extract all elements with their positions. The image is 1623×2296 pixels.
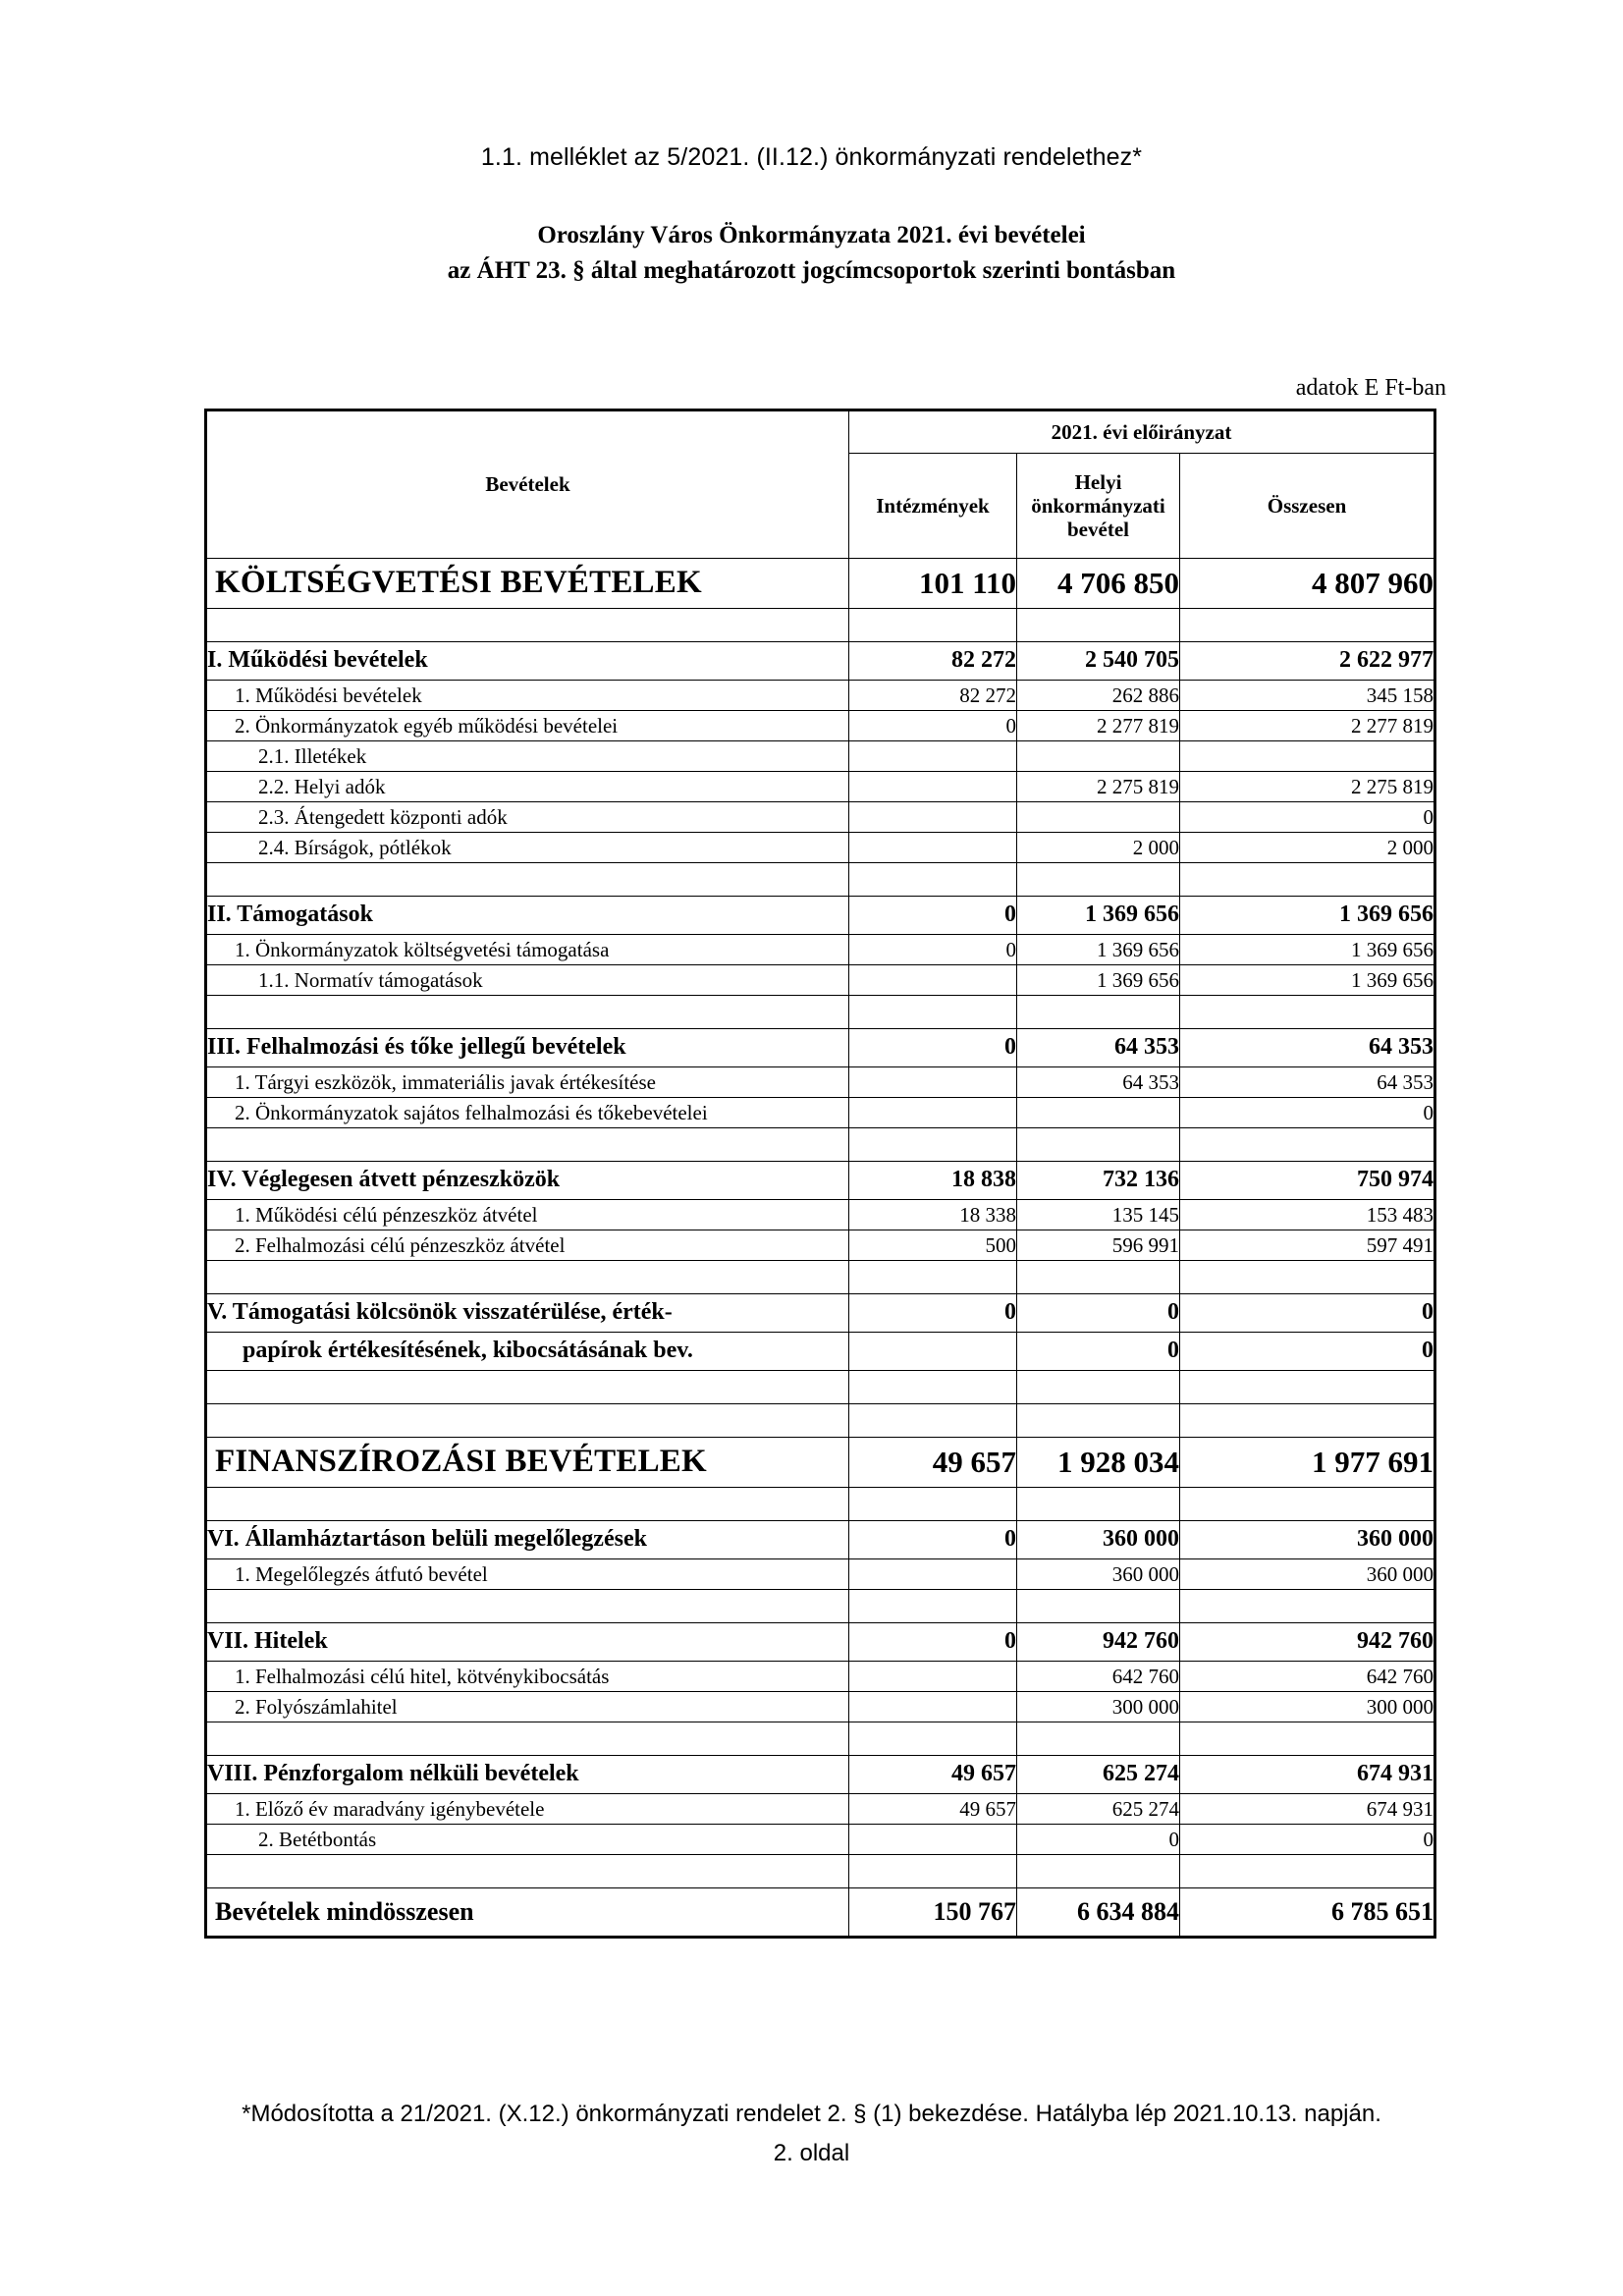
cell-total: 750 974 — [1180, 1162, 1435, 1200]
page-number: 2. oldal — [773, 2140, 850, 2166]
cell-total — [1180, 1371, 1435, 1404]
table-row — [206, 559, 1435, 609]
cell-local-government: 2 540 705 — [1017, 642, 1180, 681]
row-label — [206, 1404, 849, 1438]
row-label: FINANSZÍROZÁSI BEVÉTELEK — [206, 1438, 849, 1488]
cell-total: 2 622 977 — [1180, 642, 1435, 681]
cell-local-government: 0 — [1017, 1825, 1180, 1855]
row-label: 1. Működési bevételek — [206, 681, 849, 711]
row-label: IV. Véglegesen átvett pénzeszközök — [206, 1162, 849, 1200]
cell-local-government: 4 706 850 — [1017, 559, 1180, 609]
table-row — [206, 1333, 1435, 1371]
cell-local-government — [1017, 1404, 1180, 1438]
table-row — [206, 1825, 1435, 1855]
table-row — [206, 1371, 1435, 1404]
row-label: VII. Hitelek — [206, 1623, 849, 1662]
row-label: VI. Államháztartáson belüli megelőlegzések — [206, 1521, 849, 1559]
cell-institutions — [849, 1662, 1017, 1692]
table-row — [206, 1067, 1435, 1098]
cell-institutions: 0 — [849, 1029, 1017, 1067]
row-label: papírok értékesítésének, kibocsátásának bev. — [206, 1333, 849, 1371]
cell-institutions — [849, 1333, 1017, 1371]
cell-local-government: 0 — [1017, 1294, 1180, 1333]
cell-local-government: 0 — [1017, 1333, 1180, 1371]
cell-institutions — [849, 965, 1017, 996]
row-label: I. Működési bevételek — [206, 642, 849, 681]
row-label: VIII. Pénzforgalom nélküli bevételek — [206, 1756, 849, 1794]
cell-total: 64 353 — [1180, 1029, 1435, 1067]
cell-total — [1180, 1722, 1435, 1756]
cell-total — [1180, 741, 1435, 772]
cell-institutions — [849, 996, 1017, 1029]
cell-local-government: 625 274 — [1017, 1756, 1180, 1794]
table-row — [206, 1559, 1435, 1590]
cell-institutions — [849, 1404, 1017, 1438]
table-row — [206, 1855, 1435, 1888]
row-label: 2. Folyószámlahitel — [206, 1692, 849, 1722]
cell-institutions: 49 657 — [849, 1794, 1017, 1825]
cell-institutions — [849, 1261, 1017, 1294]
cell-total: 345 158 — [1180, 681, 1435, 711]
cell-local-government — [1017, 1371, 1180, 1404]
cell-total — [1180, 1855, 1435, 1888]
table-row — [206, 802, 1435, 833]
row-label: KÖLTSÉGVETÉSI BEVÉTELEK — [206, 559, 849, 609]
cell-local-government: 2 000 — [1017, 833, 1180, 863]
cell-total: 1 369 656 — [1180, 935, 1435, 965]
table-row — [206, 935, 1435, 965]
row-label: 2.4. Bírságok, pótlékok — [206, 833, 849, 863]
cell-local-government: 262 886 — [1017, 681, 1180, 711]
cell-total: 153 483 — [1180, 1200, 1435, 1230]
table-row — [206, 1294, 1435, 1333]
row-label: 2.1. Illetékek — [206, 741, 849, 772]
cell-total — [1180, 609, 1435, 642]
table-row — [206, 1662, 1435, 1692]
cell-local-government — [1017, 1722, 1180, 1756]
cell-total: 6 785 651 — [1180, 1888, 1435, 1938]
cell-institutions: 82 272 — [849, 681, 1017, 711]
cell-institutions: 0 — [849, 935, 1017, 965]
table-row — [206, 1098, 1435, 1128]
cell-total: 1 369 656 — [1180, 897, 1435, 935]
cell-local-government — [1017, 1261, 1180, 1294]
table-row — [206, 965, 1435, 996]
cell-total — [1180, 1128, 1435, 1162]
cell-institutions — [849, 1825, 1017, 1855]
cell-local-government: 1 369 656 — [1017, 935, 1180, 965]
amendment-note: *Módosította a 21/2021. (X.12.) önkormányzati rendelet 2. § (1) bekezdése. Hatályba lép 2021.10.13. napján. — [242, 2101, 1381, 2127]
table-row — [206, 711, 1435, 741]
table-row — [206, 1128, 1435, 1162]
cell-total: 1 369 656 — [1180, 965, 1435, 996]
cell-local-government — [1017, 1590, 1180, 1623]
cell-local-government: 360 000 — [1017, 1521, 1180, 1559]
table-row — [206, 681, 1435, 711]
cell-local-government: 1 928 034 — [1017, 1438, 1180, 1488]
table-row — [206, 1488, 1435, 1521]
budget-table-body — [206, 559, 1435, 1938]
header-col-local-government: Helyi önkormányzati bevétel — [1017, 454, 1180, 559]
table-row — [206, 833, 1435, 863]
cell-total: 942 760 — [1180, 1623, 1435, 1662]
cell-total: 0 — [1180, 1294, 1435, 1333]
header-col-total: Összesen — [1180, 454, 1435, 559]
row-label — [206, 1590, 849, 1623]
cell-total: 642 760 — [1180, 1662, 1435, 1692]
table-row — [206, 642, 1435, 681]
cell-total — [1180, 863, 1435, 897]
cell-institutions — [849, 1067, 1017, 1098]
cell-institutions — [849, 802, 1017, 833]
table-row — [206, 1162, 1435, 1200]
table-row — [206, 1794, 1435, 1825]
row-label: 1. Önkormányzatok költségvetési támogatása — [206, 935, 849, 965]
cell-total: 2 275 819 — [1180, 772, 1435, 802]
row-label: III. Felhalmozási és tőke jellegű bevételek — [206, 1029, 849, 1067]
cell-institutions — [849, 833, 1017, 863]
cell-institutions — [849, 1371, 1017, 1404]
cell-institutions — [849, 863, 1017, 897]
row-label — [206, 1261, 849, 1294]
table-row — [206, 772, 1435, 802]
cell-local-government — [1017, 1488, 1180, 1521]
cell-institutions: 0 — [849, 897, 1017, 935]
cell-total: 4 807 960 — [1180, 559, 1435, 609]
cell-institutions: 0 — [849, 1294, 1017, 1333]
cell-institutions: 49 657 — [849, 1438, 1017, 1488]
budget-table-header — [206, 410, 1435, 559]
cell-institutions: 0 — [849, 711, 1017, 741]
header-col-institutions: Intézmények — [849, 454, 1017, 559]
cell-local-government — [1017, 996, 1180, 1029]
row-label — [206, 1855, 849, 1888]
row-label — [206, 609, 849, 642]
row-label — [206, 1488, 849, 1521]
cell-total: 0 — [1180, 1333, 1435, 1371]
table-row — [206, 1722, 1435, 1756]
row-label: 1. Tárgyi eszközök, immateriális javak értékesítése — [206, 1067, 849, 1098]
cell-institutions — [849, 741, 1017, 772]
row-label: 1. Működési célú pénzeszköz átvétel — [206, 1200, 849, 1230]
row-label: 2.2. Helyi adók — [206, 772, 849, 802]
cell-local-government: 2 277 819 — [1017, 711, 1180, 741]
cell-total: 0 — [1180, 1825, 1435, 1855]
cell-local-government — [1017, 609, 1180, 642]
table-row — [206, 863, 1435, 897]
cell-institutions: 82 272 — [849, 642, 1017, 681]
cell-local-government: 64 353 — [1017, 1067, 1180, 1098]
cell-institutions: 18 338 — [849, 1200, 1017, 1230]
cell-institutions: 101 110 — [849, 559, 1017, 609]
cell-institutions: 49 657 — [849, 1756, 1017, 1794]
cell-local-government — [1017, 802, 1180, 833]
row-label: 2.3. Átengedett központi adók — [206, 802, 849, 833]
cell-institutions — [849, 772, 1017, 802]
cell-local-government: 596 991 — [1017, 1230, 1180, 1261]
cell-local-government: 135 145 — [1017, 1200, 1180, 1230]
row-label: 2. Felhalmozási célú pénzeszköz átvétel — [206, 1230, 849, 1261]
cell-institutions: 18 838 — [849, 1162, 1017, 1200]
cell-total: 674 931 — [1180, 1756, 1435, 1794]
cell-total — [1180, 996, 1435, 1029]
header-row-label: Bevételek — [206, 410, 849, 559]
cell-local-government — [1017, 1098, 1180, 1128]
row-label: 1. Előző év maradvány igénybevétele — [206, 1794, 849, 1825]
cell-local-government: 2 275 819 — [1017, 772, 1180, 802]
cell-local-government — [1017, 1855, 1180, 1888]
row-label: 2. Önkormányzatok sajátos felhalmozási és tőkebevételei — [206, 1098, 849, 1128]
cell-local-government: 1 369 656 — [1017, 965, 1180, 996]
cell-total: 360 000 — [1180, 1559, 1435, 1590]
cell-total — [1180, 1488, 1435, 1521]
cell-local-government: 360 000 — [1017, 1559, 1180, 1590]
cell-total: 300 000 — [1180, 1692, 1435, 1722]
row-label — [206, 1722, 849, 1756]
cell-institutions — [849, 609, 1017, 642]
cell-total: 360 000 — [1180, 1521, 1435, 1559]
cell-total: 2 277 819 — [1180, 711, 1435, 741]
row-label: 1. Felhalmozási célú hitel, kötvénykibocsátás — [206, 1662, 849, 1692]
row-label: 1. Megelőlegzés átfutó bevétel — [206, 1559, 849, 1590]
table-row — [206, 741, 1435, 772]
cell-institutions — [849, 1590, 1017, 1623]
cell-total: 0 — [1180, 1098, 1435, 1128]
table-row — [206, 1404, 1435, 1438]
cell-total: 64 353 — [1180, 1067, 1435, 1098]
cell-local-government: 625 274 — [1017, 1794, 1180, 1825]
cell-total — [1180, 1590, 1435, 1623]
table-row — [206, 1261, 1435, 1294]
cell-institutions — [849, 1098, 1017, 1128]
cell-institutions: 0 — [849, 1521, 1017, 1559]
table-row — [206, 1623, 1435, 1662]
document-title-block — [0, 218, 1623, 289]
table-row — [206, 1521, 1435, 1559]
cell-institutions — [849, 1855, 1017, 1888]
page-footer — [0, 2095, 1623, 2173]
row-label: II. Támogatások — [206, 897, 849, 935]
cell-local-government: 64 353 — [1017, 1029, 1180, 1067]
row-label: V. Támogatási kölcsönök visszatérülése, érték- — [206, 1294, 849, 1333]
cell-total: 674 931 — [1180, 1794, 1435, 1825]
table-row — [206, 1230, 1435, 1261]
table-row — [206, 1756, 1435, 1794]
row-label — [206, 996, 849, 1029]
cell-local-government: 1 369 656 — [1017, 897, 1180, 935]
cell-local-government: 732 136 — [1017, 1162, 1180, 1200]
row-label: 2. Betétbontás — [206, 1825, 849, 1855]
cell-local-government — [1017, 1128, 1180, 1162]
row-label — [206, 1128, 849, 1162]
cell-institutions — [849, 1722, 1017, 1756]
cell-local-government — [1017, 741, 1180, 772]
cell-institutions — [849, 1692, 1017, 1722]
table-row — [206, 1692, 1435, 1722]
cell-total: 1 977 691 — [1180, 1438, 1435, 1488]
table-row — [206, 1200, 1435, 1230]
document-reference-line: 1.1. melléklet az 5/2021. (II.12.) önkormányzati rendelethez* — [480, 143, 1143, 171]
row-label: 1.1. Normatív támogatások — [206, 965, 849, 996]
cell-local-government: 300 000 — [1017, 1692, 1180, 1722]
cell-total — [1180, 1261, 1435, 1294]
cell-institutions: 0 — [849, 1623, 1017, 1662]
table-row — [206, 609, 1435, 642]
row-label — [206, 863, 849, 897]
header-group-label: 2021. évi előirányzat — [849, 410, 1435, 454]
table-row — [206, 996, 1435, 1029]
cell-institutions — [849, 1559, 1017, 1590]
document-title-primary: Oroszlány Város Önkormányzata 2021. évi bevételei — [537, 222, 1086, 248]
table-row — [206, 1029, 1435, 1067]
units-note: adatok E Ft-ban — [1295, 375, 1446, 401]
table-row — [206, 897, 1435, 935]
document-title-secondary: az ÁHT 23. § által meghatározott jogcímcsoportok szerinti bontásban — [447, 257, 1176, 284]
cell-total: 0 — [1180, 802, 1435, 833]
row-label: 2. Önkormányzatok egyéb működési bevételei — [206, 711, 849, 741]
cell-local-government: 642 760 — [1017, 1662, 1180, 1692]
table-row — [206, 1438, 1435, 1488]
cell-local-government: 942 760 — [1017, 1623, 1180, 1662]
budget-table — [204, 409, 1436, 1939]
cell-local-government — [1017, 863, 1180, 897]
cell-total: 597 491 — [1180, 1230, 1435, 1261]
cell-local-government: 6 634 884 — [1017, 1888, 1180, 1938]
row-label — [206, 1371, 849, 1404]
cell-institutions — [849, 1128, 1017, 1162]
budget-table-wrapper — [204, 409, 1434, 1939]
table-row — [206, 1590, 1435, 1623]
cell-total — [1180, 1404, 1435, 1438]
row-label: Bevételek mindösszesen — [206, 1888, 849, 1938]
cell-institutions: 150 767 — [849, 1888, 1017, 1938]
table-row — [206, 1888, 1435, 1938]
cell-total: 2 000 — [1180, 833, 1435, 863]
cell-institutions: 500 — [849, 1230, 1017, 1261]
cell-institutions — [849, 1488, 1017, 1521]
